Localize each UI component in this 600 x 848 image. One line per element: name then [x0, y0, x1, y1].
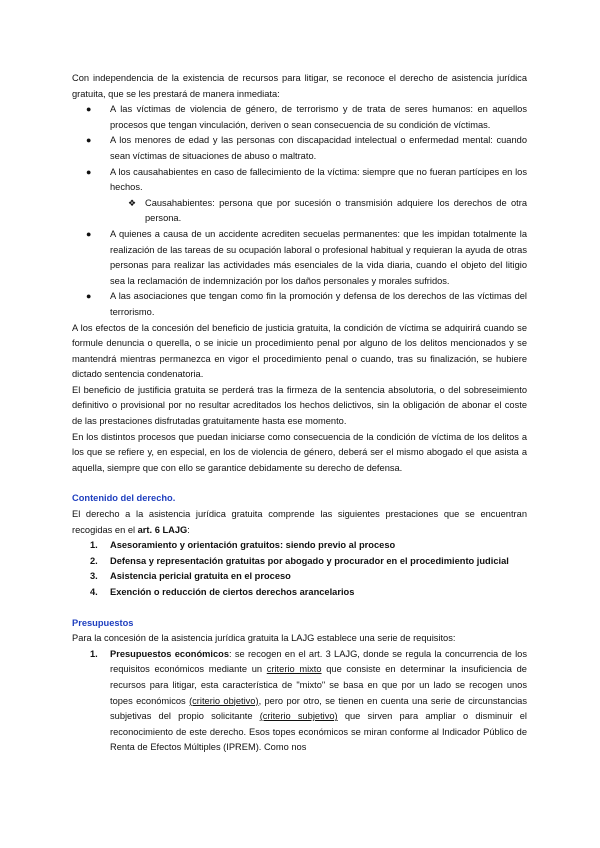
- item-text: Defensa y representación gratuitas por abogado y procurador en el procedimiento judicial: [110, 555, 509, 566]
- diamond-bullet-icon: ❖: [128, 197, 137, 208]
- presupuestos-intro: Para la concesión de la asistencia jurídica gratuita la LAJG establece una serie de requisitos:: [72, 633, 456, 644]
- item-number: 1.: [90, 648, 98, 659]
- item-number: 4.: [90, 587, 98, 597]
- criterio-mixto: criterio mixto: [266, 664, 322, 675]
- intro-paragraph: Con independencia de la existencia de recursos para litigar, se reconoce el derecho de asistencia jurídica gratuita, que se les prestará de manera inmediata:: [72, 73, 527, 99]
- sub-bullet-text: Causahabientes: persona que por sucesión o transmisión adquiere los derechos de otra persona.: [145, 197, 527, 224]
- criterio-objetivo: (criterio objetivo): [189, 695, 259, 706]
- bullet-dot-icon: ●: [86, 135, 92, 146]
- body-paragraph: En los distintos procesos que puedan iniciarse como consecuencia de la condición de víctima de los delitos a los que se refiere y, en especial, en los de violencia de género, deberá ser el mismo abogado el que asista a aquella, siempre que con ello se garantice debidamente su derecho de defensa.: [72, 431, 527, 473]
- numbered-item: [72, 647, 527, 756]
- item-label: Presupuestos económicos: [110, 648, 229, 659]
- bullet-dot-icon: ●: [86, 291, 92, 302]
- numbered-item: [72, 538, 527, 554]
- bullet-item: [72, 133, 527, 164]
- body-paragraph: A los efectos de la concesión del beneficio de justicia gratuita, la condición de víctima se adquirirá cuando se formule denuncia o querella, o se inicie un procedimiento penal por alguno de los delitos mencionados y se mantendrá mientras permanezca en vigor el procedimiento penal o cuando, tras su finalización, se hubiere dictado sentencia condenatoria.: [72, 322, 527, 380]
- item-text: Asesoramiento y orientación gratuitos: siendo previo al proceso: [110, 540, 396, 551]
- bullet-item: [72, 289, 527, 320]
- bullet-item: [72, 165, 527, 196]
- item-number: 1.: [90, 540, 98, 551]
- section-heading-presupuestos: Presupuestos: [72, 617, 134, 628]
- item-text: Asistencia pericial gratuita en el proceso: [110, 571, 291, 582]
- item-text: Exención o reducción de ciertos derechos arancelarios: [110, 587, 355, 597]
- sub-bullet-item: [72, 196, 527, 227]
- bullet-text: A los causahabientes en caso de fallecimiento de la víctima: siempre que no fueran partícipes en los hechos.: [110, 166, 527, 193]
- contenido-intro: El derecho a la asistencia jurídica gratuita comprende las siguientes prestaciones que se encuentran recogidas en el art. 6 LAJG:: [72, 509, 527, 535]
- bullet-item: [72, 102, 527, 133]
- numbered-item: [72, 554, 527, 570]
- bullet-dot-icon: ●: [86, 228, 92, 239]
- bullet-item: [72, 227, 527, 289]
- item-number: 2.: [90, 555, 98, 566]
- body-paragraph: El beneficio de justificia gratuita se perderá tras la firmeza de la sentencia absolutoria, o del sobreseimiento definitivo o provisional por no resultar acreditados los hechos delictivos, sin la obligación de abonar el coste de las prestaciones disfrutadas gratuitamente hasta ese momento.: [72, 384, 527, 427]
- bullet-dot-icon: ●: [86, 166, 92, 177]
- bullet-dot-icon: ●: [86, 104, 92, 115]
- item-number: 3.: [90, 571, 98, 582]
- numbered-item: [72, 585, 527, 601]
- section-heading-contenido: Contenido del derecho.: [72, 493, 176, 504]
- item-text: Presupuestos económicos: se recogen en el art. 3 LAJG, donde se regula la concurrencia de los requisitos económicos mediante un criterio mixto que consiste en determinar la insuficiencia de recursos para litigar, esta característica de "mixto" se basa en que por un lado se recogen unos topes económicos (criterio objetivo), pero por otro, se tienen en cuenta una serie de circunstancias subjetivas del propio solicitante (criterio subjetivo) que sirven para ampliar o disminuir el reconocimiento de este derecho. Esos topes económicos se miran conforme al Indicador Público de Renta de Efectos Múltiples (IPREM). Como nos: [110, 648, 527, 753]
- bullet-text: A las asociaciones que tengan como fin la promoción y defensa de los derechos de las víctimas del terrorismo.: [110, 291, 527, 317]
- numbered-item: [72, 569, 527, 585]
- bullet-text: A quienes a causa de un accidente acrediten secuelas permanentes: que les impidan totalmente la realización de las tareas de su ocupación laboral o profesional habitual y requieran la ayuda de otras personas para realizar las actividades más esenciales de la vida diaria, cuando el objeto del litigio sea la reclamación de indemnización por los daños personales y morales sufridos.: [110, 228, 527, 286]
- bullet-text: A las víctimas de violencia de género, de terrorismo y de trata de seres humanos: en aquellos procesos que tengan vinculación, deriven o sean consecuencia de su condición de víctimas.: [110, 104, 527, 130]
- document-page: [72, 71, 527, 756]
- bullet-text: A los menores de edad y las personas con discapacidad intelectual o enfermedad mental: cuando sean víctimas de situaciones de abuso o maltrato.: [110, 135, 527, 161]
- article-reference: art. 6 LAJG: [137, 524, 188, 535]
- criterio-subjetivo: (criterio subjetivo): [259, 711, 338, 722]
